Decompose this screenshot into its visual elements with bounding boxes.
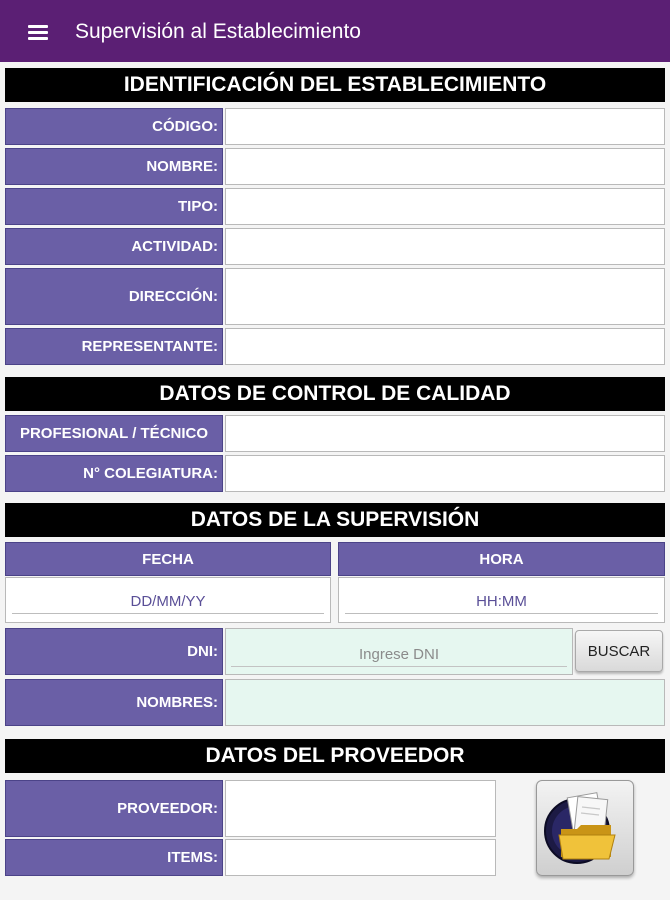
- proveedor-label: PROVEEDOR:: [5, 780, 223, 837]
- codigo-input[interactable]: [225, 108, 665, 145]
- row-items: [5, 839, 496, 876]
- actividad-label: ACTIVIDAD:: [5, 228, 223, 265]
- representante-label: REPRESENTANTE:: [5, 328, 223, 365]
- nombres-input[interactable]: [225, 679, 665, 726]
- row-proveedor: [5, 780, 496, 837]
- nombre-input[interactable]: [225, 148, 665, 185]
- nombres-label: NOMBRES:: [5, 679, 223, 726]
- row-dni: [5, 628, 665, 675]
- hora-label: HORA: [338, 542, 665, 576]
- items-label: ITEMS:: [5, 839, 223, 876]
- tipo-input[interactable]: [225, 188, 665, 225]
- direccion-input[interactable]: [225, 268, 665, 325]
- row-colegiatura: [5, 455, 665, 492]
- codigo-label: CÓDIGO:: [5, 108, 223, 145]
- colegiatura-label: N° COLEGIATURA:: [5, 455, 223, 492]
- section-header-establecimiento: IDENTIFICACIÓN DEL ESTABLECIMIENTO: [5, 68, 665, 102]
- section-header-supervision: DATOS DE LA SUPERVISIÓN: [5, 503, 665, 537]
- hora-input[interactable]: HH:MM: [345, 593, 658, 614]
- row-codigo: [5, 108, 665, 145]
- tipo-label: TIPO:: [5, 188, 223, 225]
- folder-documents-button[interactable]: [536, 780, 634, 876]
- representante-input[interactable]: [225, 328, 665, 365]
- row-actividad: [5, 228, 665, 265]
- section-header-proveedor: DATOS DEL PROVEEDOR: [5, 739, 665, 773]
- fecha-label: FECHA: [5, 542, 331, 576]
- fecha-field[interactable]: [5, 577, 331, 623]
- row-profesional: [5, 415, 665, 452]
- row-nombres: [5, 679, 665, 726]
- dni-label: DNI:: [5, 628, 223, 675]
- section-header-calidad: DATOS DE CONTROL DE CALIDAD: [5, 377, 665, 411]
- supervision-form: [0, 62, 670, 900]
- direccion-label: DIRECCIÓN:: [5, 268, 223, 325]
- profesional-input[interactable]: [225, 415, 665, 452]
- dni-input[interactable]: Ingrese DNI: [231, 646, 567, 667]
- row-direccion: [5, 268, 665, 325]
- dni-field[interactable]: [225, 628, 573, 675]
- items-input[interactable]: [225, 839, 496, 876]
- row-representante: [5, 328, 665, 365]
- colegiatura-input[interactable]: [225, 455, 665, 492]
- folder-documents-icon: [537, 781, 633, 875]
- app-bar: [0, 0, 670, 62]
- app-title: Supervisión al Establecimiento: [75, 20, 361, 43]
- actividad-input[interactable]: [225, 228, 665, 265]
- menu-icon[interactable]: [24, 20, 52, 42]
- hora-field[interactable]: [338, 577, 665, 623]
- profesional-label: PROFESIONAL / TÉCNICO: [5, 415, 223, 452]
- row-nombre: [5, 148, 665, 185]
- nombre-label: NOMBRE:: [5, 148, 223, 185]
- row-tipo: [5, 188, 665, 225]
- buscar-button[interactable]: BUSCAR: [575, 630, 663, 672]
- proveedor-input[interactable]: [225, 780, 496, 837]
- fecha-input[interactable]: DD/MM/YY: [12, 593, 324, 614]
